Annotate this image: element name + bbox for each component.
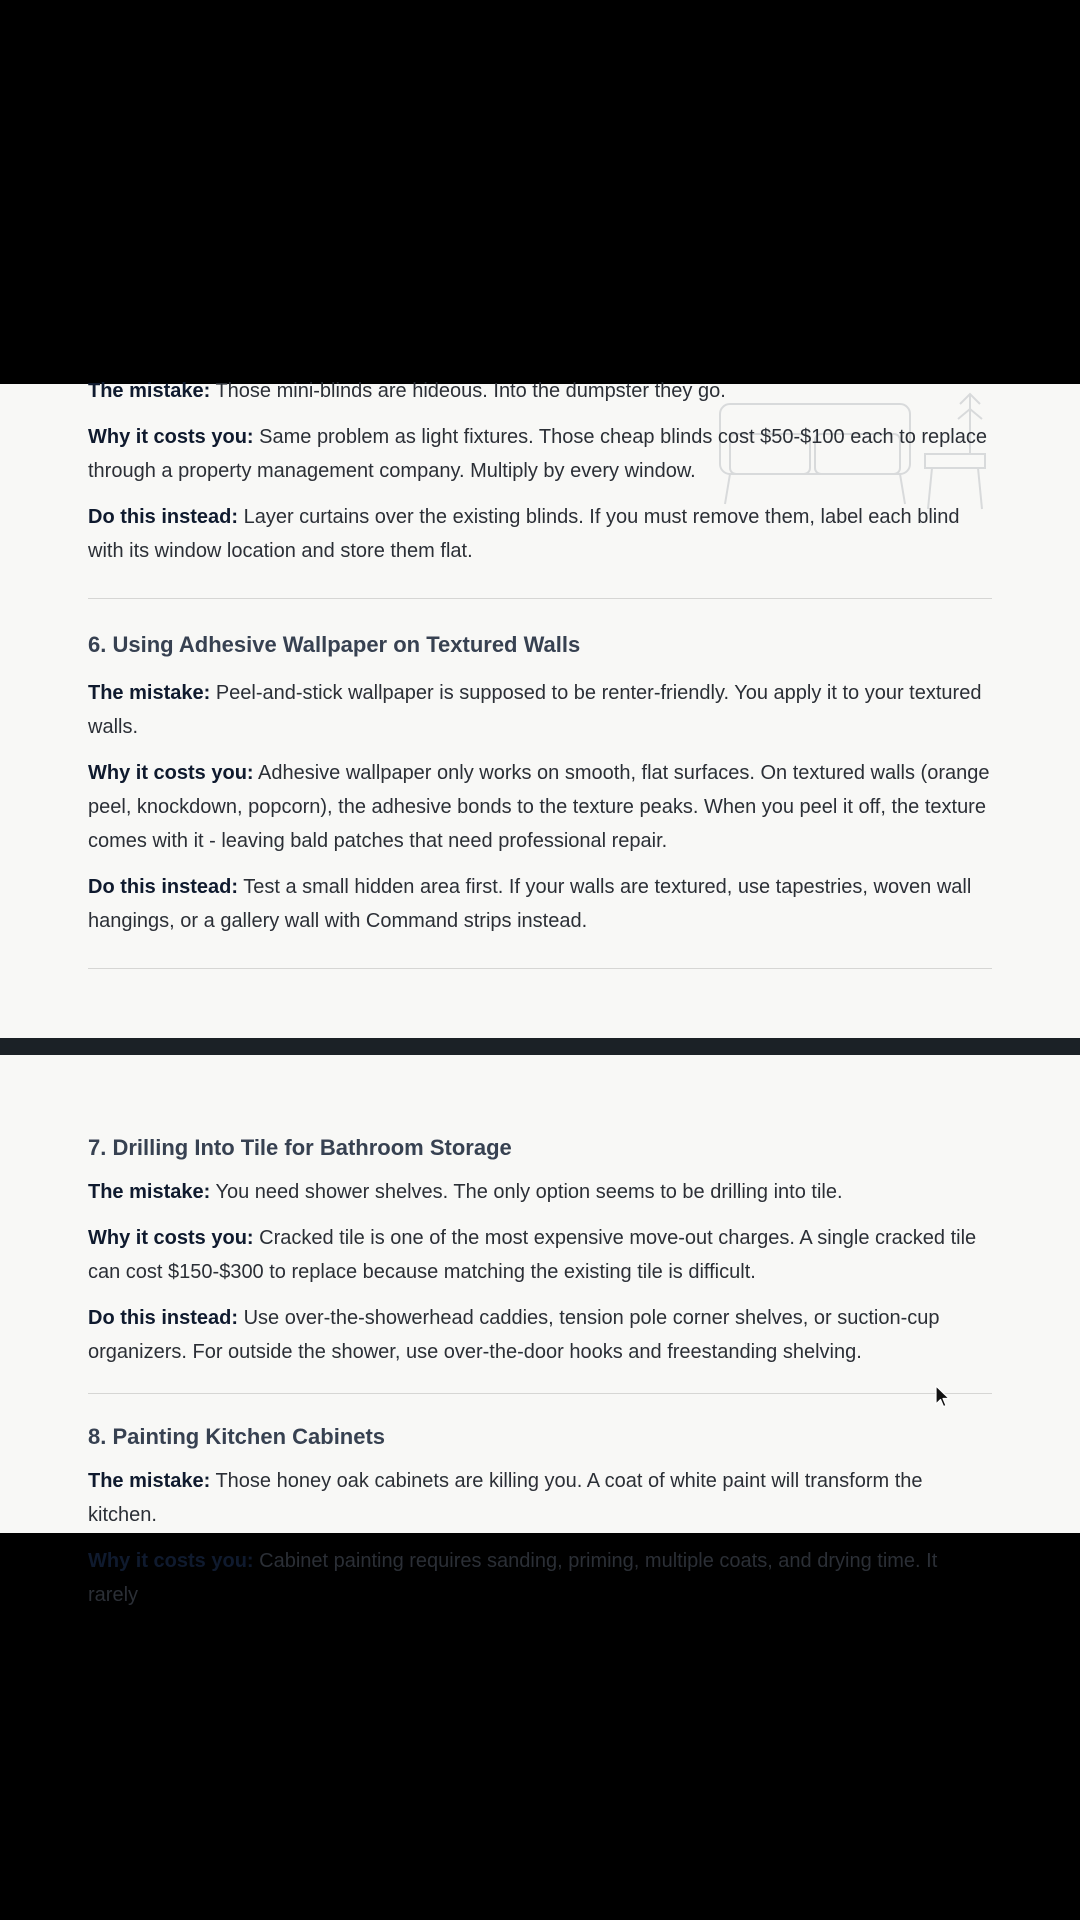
section-5-tail bbox=[88, 380, 992, 969]
section-8-title: 8. Painting Kitchen Cabinets bbox=[88, 1424, 386, 1449]
cost-label: Why it costs you: bbox=[88, 1227, 254, 1249]
cost-paragraph bbox=[88, 756, 992, 858]
cost-text: Adhesive wallpaper only works on smooth, flat surfaces. On textured walls (orange peel, knockdown, popcorn), the adhesive bonds to the texture peaks. When you peel it off, the texture comes with it - leaving bald patches that need professional repair. bbox=[88, 762, 990, 852]
article-panel-top bbox=[0, 380, 1080, 1038]
instead-label: Do this instead: bbox=[88, 1307, 239, 1329]
mistake-text: Those mini-blinds are hideous. Into the dumpster they go. bbox=[210, 380, 726, 402]
cost-text: Cabinet painting requires sanding, priming, multiple coats, and drying time. It rarely bbox=[88, 1550, 938, 1606]
mistake-label: The mistake: bbox=[88, 1470, 211, 1492]
cost-label: Why it costs you: bbox=[88, 426, 254, 448]
section-7-and-8 bbox=[88, 1133, 992, 1624]
mistake-label: The mistake: bbox=[88, 1181, 211, 1203]
cost-paragraph bbox=[88, 1221, 992, 1289]
instead-label: Do this instead: bbox=[88, 876, 239, 898]
section-7-title: 7. Drilling Into Tile for Bathroom Storage bbox=[88, 1135, 512, 1160]
cost-text: Cracked tile is one of the most expensive move-out charges. A single cracked tile can cost $150-$300 to replace because matching the existing tile is difficult. bbox=[88, 1227, 977, 1283]
mistake-text: Peel-and-stick wallpaper is supposed to be renter-friendly. You apply it to your textured walls. bbox=[88, 682, 982, 738]
instead-text: Use over-the-showerhead caddies, tension pole corner shelves, or suction-cup organizers. For outside the shower, use over-the-door hooks and freestanding shelving. bbox=[88, 1307, 940, 1363]
mistake-text: You need shower shelves. The only option seems to be drilling into tile. bbox=[210, 1181, 843, 1203]
mistake-paragraph bbox=[88, 1175, 992, 1209]
mistake-label: The mistake: bbox=[88, 682, 211, 704]
section-divider bbox=[88, 598, 992, 599]
cost-label: Why it costs you: bbox=[88, 762, 254, 784]
article-panel-bottom bbox=[0, 1055, 1080, 1606]
instead-paragraph bbox=[88, 870, 992, 938]
cost-paragraph bbox=[88, 420, 992, 488]
cost-paragraph bbox=[88, 1544, 992, 1612]
cost-label: Why it costs you: bbox=[88, 1550, 254, 1572]
instead-text: Layer curtains over the existing blinds. If you must remove them, label each blind with its window location and store them flat. bbox=[88, 506, 960, 562]
instead-text: Test a small hidden area first. If your walls are textured, use tapestries, woven wall hangings, or a gallery wall with Command strips instead. bbox=[88, 876, 972, 932]
instead-paragraph bbox=[88, 500, 992, 568]
instead-paragraph bbox=[88, 1301, 992, 1369]
instead-label: Do this instead: bbox=[88, 506, 239, 528]
cost-text: Same problem as light fixtures. Those cheap blinds cost $50-$100 each to replace through a property management company. Multiply by every window. bbox=[88, 426, 987, 482]
mistake-paragraph bbox=[88, 374, 992, 408]
video-frame-divider bbox=[0, 1038, 1080, 1055]
section-divider bbox=[88, 1393, 992, 1394]
mouse-cursor-icon bbox=[935, 1385, 951, 1409]
mistake-text: Those honey oak cabinets are killing you. A coat of white paint will transform the kitchen. bbox=[88, 1470, 923, 1526]
mistake-label: The mistake: bbox=[88, 380, 211, 402]
section-6-title: 6. Using Adhesive Wallpaper on Textured Walls bbox=[88, 632, 581, 657]
mistake-paragraph bbox=[88, 676, 992, 744]
section-divider bbox=[88, 968, 992, 969]
mistake-paragraph bbox=[88, 1464, 992, 1532]
